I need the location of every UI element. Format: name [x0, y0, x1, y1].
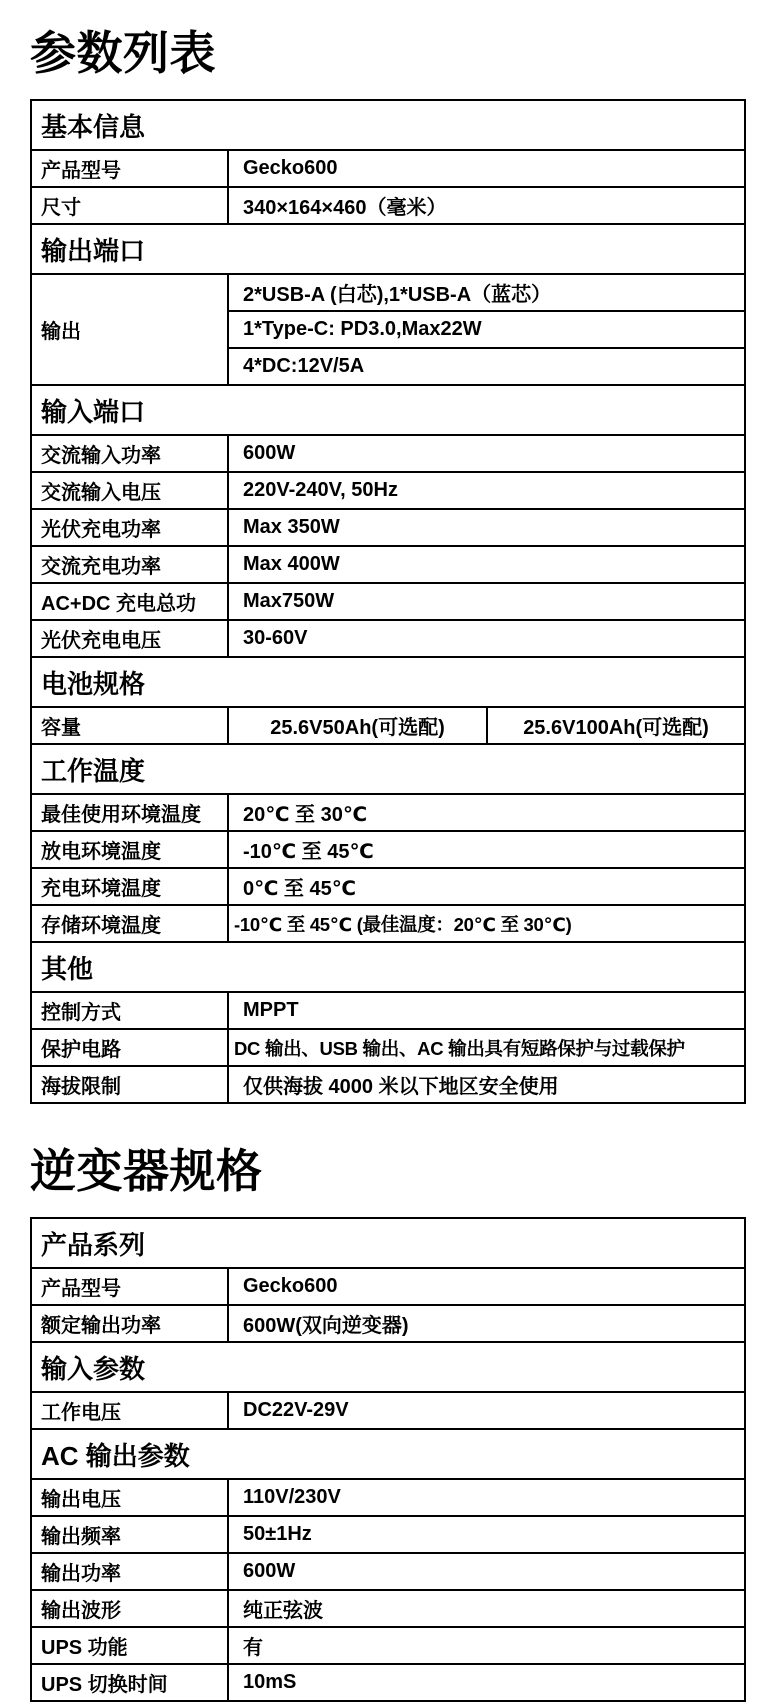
spec-row [31, 1268, 745, 1305]
spec-value: 2*USB-A (白芯),1*USB-A（蓝芯） [228, 274, 745, 311]
section-header: AC 输出参数 [31, 1429, 745, 1479]
page-title-inverter-specs: 逆变器规格 [30, 1145, 263, 1197]
spec-label: UPS 功能 [31, 1627, 228, 1664]
section-row [31, 657, 745, 707]
spec-row [31, 187, 745, 224]
section-header: 输入参数 [31, 1342, 745, 1392]
spec-value: 600W [228, 435, 745, 472]
spec-row [31, 1664, 745, 1701]
spec-value-option: 25.6V50Ah(可选配) [228, 707, 487, 744]
spec-label: 光伏充电电压 [31, 620, 228, 657]
spec-label: 交流输入电压 [31, 472, 228, 509]
spec-row [31, 509, 745, 546]
spec-row [31, 274, 745, 311]
section-header: 输出端口 [31, 224, 745, 274]
inverter-specs-table [30, 1217, 746, 1702]
section-header: 工作温度 [31, 744, 745, 794]
spec-label: 海拔限制 [31, 1066, 228, 1103]
spec-label: 工作电压 [31, 1392, 228, 1429]
spec-value: Gecko600 [228, 1268, 745, 1305]
spec-label: 充电环境温度 [31, 868, 228, 905]
spec-row [31, 150, 745, 187]
spec-row [31, 1590, 745, 1627]
spec-row [31, 707, 745, 744]
spec-label: 输出电压 [31, 1479, 228, 1516]
section-row [31, 385, 745, 435]
spec-value: 10mS [228, 1664, 745, 1701]
spec-label: 交流输入功率 [31, 435, 228, 472]
spec-label: 输出 [31, 274, 228, 385]
spec-row [31, 905, 745, 942]
spec-label: 存储环境温度 [31, 905, 228, 942]
spec-label: 交流充电功率 [31, 546, 228, 583]
spec-value: -10℃ 至 45℃ (最佳温度：20℃ 至 30℃) [228, 905, 745, 942]
spec-label: 最佳使用环境温度 [31, 794, 228, 831]
spec-value: 30-60V [228, 620, 745, 657]
spec-row [31, 992, 745, 1029]
section-header: 其他 [31, 942, 745, 992]
spec-label: UPS 切换时间 [31, 1664, 228, 1701]
spec-value: 220V-240V, 50Hz [228, 472, 745, 509]
spec-row [31, 583, 745, 620]
spec-label: 容量 [31, 707, 228, 744]
spec-label: 保护电路 [31, 1029, 228, 1066]
page-title-parameter-list: 参数列表 [30, 27, 216, 79]
spec-row [31, 1479, 745, 1516]
spec-row [31, 1029, 745, 1066]
spec-value: DC22V-29V [228, 1392, 745, 1429]
spec-row [31, 1392, 745, 1429]
spec-row [31, 1305, 745, 1342]
spec-value: 0℃ 至 45℃ [228, 868, 745, 905]
spec-row [31, 1627, 745, 1664]
spec-value: Max750W [228, 583, 745, 620]
spec-value: 20℃ 至 30℃ [228, 794, 745, 831]
spec-row [31, 546, 745, 583]
spec-label: 输出功率 [31, 1553, 228, 1590]
spec-value: 340×164×460（毫米） [228, 187, 745, 224]
spec-label: 光伏充电功率 [31, 509, 228, 546]
spec-label: AC+DC 充电总功 [31, 583, 228, 620]
section-header: 产品系列 [31, 1218, 745, 1268]
spec-label: 产品型号 [31, 1268, 228, 1305]
parameter-list-table-body [31, 100, 745, 1103]
spec-value: MPPT [228, 992, 745, 1029]
spec-row [31, 831, 745, 868]
spec-value: 600W [228, 1553, 745, 1590]
spec-row [31, 868, 745, 905]
section-row [31, 942, 745, 992]
section-row [31, 100, 745, 150]
spec-value: DC 输出、USB 输出、AC 输出具有短路保护与过载保护 [228, 1029, 745, 1066]
spec-value: Max 350W [228, 509, 745, 546]
section-row [31, 224, 745, 274]
spec-value: Max 400W [228, 546, 745, 583]
parameter-list-table [30, 99, 746, 1104]
spec-row [31, 794, 745, 831]
spec-row [31, 472, 745, 509]
spec-label: 产品型号 [31, 150, 228, 187]
inverter-specs-table-body [31, 1218, 745, 1701]
spec-label: 输出频率 [31, 1516, 228, 1553]
spec-row [31, 1066, 745, 1103]
section-header: 基本信息 [31, 100, 745, 150]
section-row [31, 1342, 745, 1392]
spec-value: 仅供海拔 4000 米以下地区安全使用 [228, 1066, 745, 1103]
spec-value: 1*Type-C: PD3.0,Max22W [228, 311, 745, 348]
section-row [31, 1429, 745, 1479]
section-row [31, 1218, 745, 1268]
spec-value: 有 [228, 1627, 745, 1664]
spec-label: 尺寸 [31, 187, 228, 224]
spec-value: 110V/230V [228, 1479, 745, 1516]
spec-label: 额定输出功率 [31, 1305, 228, 1342]
section-row [31, 744, 745, 794]
spec-value: Gecko600 [228, 150, 745, 187]
spec-value: 600W(双向逆变器) [228, 1305, 745, 1342]
spec-value: 纯正弦波 [228, 1590, 745, 1627]
spec-row [31, 620, 745, 657]
section-header: 电池规格 [31, 657, 745, 707]
spec-row [31, 435, 745, 472]
spec-value: -10℃ 至 45℃ [228, 831, 745, 868]
spec-value: 50±1Hz [228, 1516, 745, 1553]
spec-value-option: 25.6V100Ah(可选配) [487, 707, 745, 744]
section-header: 输入端口 [31, 385, 745, 435]
spec-row [31, 1516, 745, 1553]
spec-row [31, 1553, 745, 1590]
spec-label: 控制方式 [31, 992, 228, 1029]
spec-label: 输出波形 [31, 1590, 228, 1627]
spec-label: 放电环境温度 [31, 831, 228, 868]
spec-value: 4*DC:12V/5A [228, 348, 745, 385]
